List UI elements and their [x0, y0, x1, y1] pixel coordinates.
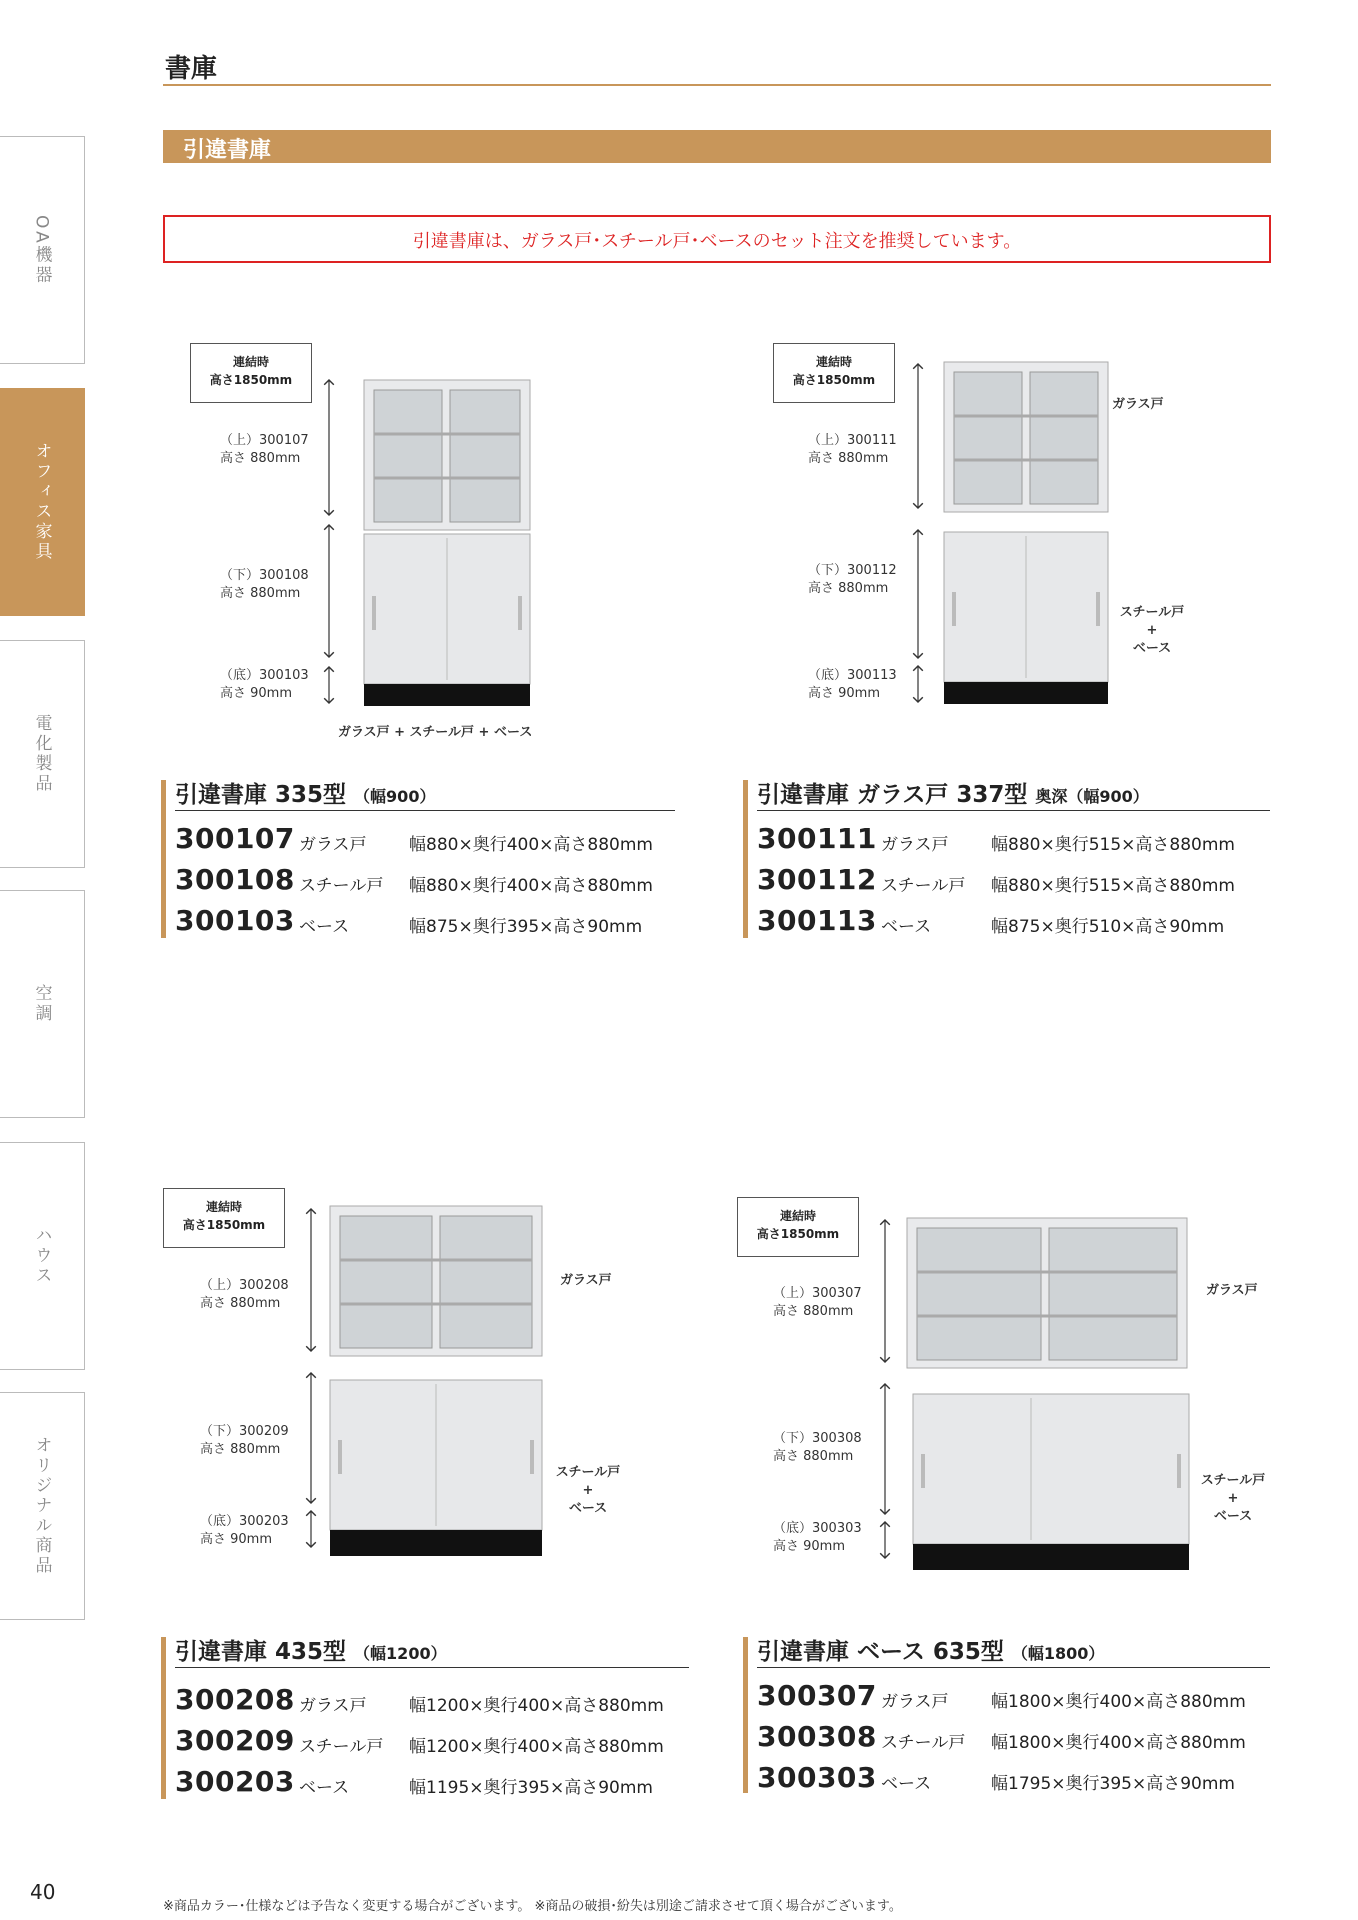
accent-bar — [743, 1637, 748, 1793]
title-rule — [163, 84, 1271, 86]
accent-bar — [161, 1637, 166, 1799]
product-code: 300307 — [757, 1679, 877, 1712]
product-width: （幅1800） — [1011, 1644, 1105, 1663]
product-kind: スチール戸 — [881, 876, 966, 896]
label-line: + — [1146, 623, 1158, 638]
tab-label: OA機器 — [31, 214, 52, 286]
product-name: 引違書庫 335型 — [175, 782, 347, 808]
product-kind: スチール戸 — [881, 1733, 966, 1753]
product-kind: スチール戸 — [299, 876, 384, 896]
product-dimensions: 幅880×奥行400×高さ880mm — [409, 876, 653, 896]
product-code: 300111 — [757, 822, 877, 855]
product-code: 300303 — [757, 1761, 877, 1794]
label-line: ベース — [1213, 1509, 1253, 1524]
base-part-label: （底）300103 高さ 90mm — [220, 668, 309, 701]
tab-label: オフィス家具 — [31, 442, 52, 562]
label-line: スチール戸 — [1119, 605, 1185, 620]
callout-line: 高さ1850mm — [792, 373, 876, 387]
product-title — [175, 776, 435, 809]
tab-original-products[interactable] — [0, 1392, 85, 1620]
table-row — [175, 822, 695, 862]
section-header — [163, 130, 1271, 163]
footnote: ※商品カラー･仕様などは予告なく変更する場合がございます。 ※商品の破損･紛失は別途ご請求させて頂く場合がございます。 — [163, 1899, 902, 1914]
section-title: 引違書庫 — [183, 138, 272, 163]
title-underline — [757, 1667, 1270, 1668]
title-underline — [757, 810, 1270, 811]
product-dimensions: 幅875×奥行510×高さ90mm — [991, 917, 1225, 937]
product-width: （幅900） — [354, 787, 436, 806]
table-row — [757, 822, 1277, 862]
title-underline — [175, 810, 675, 811]
label-line: + — [582, 1483, 594, 1498]
tab-office-furniture[interactable] — [0, 388, 85, 616]
table-row — [175, 1765, 695, 1805]
steel-door-base-label — [1193, 1472, 1273, 1526]
upper-part-label: （上）300107 高さ 880mm — [220, 433, 309, 466]
product-name: 引違書庫 ガラス戸 337型 — [757, 782, 1028, 808]
product-code: 300112 — [757, 863, 877, 896]
table-row — [757, 1720, 1277, 1760]
steel-door-base-label — [548, 1464, 628, 1518]
table-row — [757, 904, 1277, 944]
bookcase-image — [328, 1204, 546, 1564]
product-dimensions: 幅880×奥行400×高さ880mm — [409, 835, 653, 855]
upper-part-label: （上）300208 高さ 880mm — [200, 1278, 289, 1311]
base-part-label: （底）300303 高さ 90mm — [773, 1521, 862, 1554]
glass-door-label: ガラス戸 — [560, 1273, 612, 1288]
dimension-arrows — [318, 370, 340, 710]
callout-line: 連結時 — [815, 355, 852, 369]
height-callout — [163, 1188, 285, 1248]
bookcase-image — [362, 378, 532, 708]
tab-house[interactable] — [0, 1142, 85, 1370]
product-dimensions: 幅875×奥行395×高さ90mm — [409, 917, 643, 937]
lower-part-label: （下）300108 高さ 880mm — [220, 568, 309, 601]
lower-part-label: （下）300112 高さ 880mm — [808, 563, 897, 596]
product-code: 300208 — [175, 1683, 295, 1716]
tab-oa-equipment[interactable] — [0, 136, 85, 364]
product-kind: ガラス戸 — [881, 1692, 949, 1712]
product-title — [175, 1633, 447, 1666]
dimension-arrows — [907, 358, 929, 708]
tab-label: 電化製品 — [31, 714, 52, 794]
glass-door-label: ガラス戸 — [1206, 1283, 1258, 1298]
product-dimensions: 幅1795×奥行395×高さ90mm — [991, 1774, 1235, 1794]
bookcase-image — [942, 360, 1112, 710]
label-line: スチール戸 — [555, 1465, 621, 1480]
product-kind: ガラス戸 — [881, 835, 949, 855]
notice-text: 引違書庫は、ガラス戸･スチール戸･ベースのセット注文を推奨しています。 — [412, 231, 1022, 252]
base-part-label: （底）300113 高さ 90mm — [808, 668, 897, 701]
product-kind: スチール戸 — [299, 1737, 384, 1757]
product-code: 300203 — [175, 1765, 295, 1798]
table-row — [175, 904, 695, 944]
label-line: + — [1227, 1491, 1239, 1506]
base-part-label: （底）300203 高さ 90mm — [200, 1514, 289, 1547]
accent-bar — [743, 780, 748, 938]
table-row — [175, 1724, 695, 1764]
title-underline — [175, 1667, 689, 1668]
page-title: 書庫 — [165, 54, 218, 84]
product-code: 300108 — [175, 863, 295, 896]
product-code: 300107 — [175, 822, 295, 855]
callout-line: 高さ1850mm — [209, 373, 293, 387]
tab-electronics[interactable] — [0, 640, 85, 868]
product-kind: ベース — [299, 917, 350, 937]
product-code: 300308 — [757, 1720, 877, 1753]
product-name: 引違書庫 ベース 635型 — [757, 1639, 1004, 1665]
table-row — [757, 863, 1277, 903]
product-dimensions: 幅880×奥行515×高さ880mm — [991, 876, 1235, 896]
product-dimensions: 幅1800×奥行400×高さ880mm — [991, 1692, 1246, 1712]
height-callout — [773, 343, 895, 403]
product-dimensions: 幅1195×奥行395×高さ90mm — [409, 1778, 653, 1798]
tab-label: 空調 — [31, 984, 52, 1024]
lower-part-label: （下）300209 高さ 880mm — [200, 1424, 289, 1457]
lower-part-label: （下）300308 高さ 880mm — [773, 1431, 862, 1464]
product-kind: ガラス戸 — [299, 1696, 367, 1716]
product-dimensions: 幅1200×奥行400×高さ880mm — [409, 1737, 664, 1757]
table-row — [757, 1761, 1277, 1801]
upper-part-label: （上）300307 高さ 880mm — [773, 1286, 862, 1319]
label-line: ベース — [1132, 641, 1172, 656]
bookcase-image — [905, 1216, 1195, 1576]
glass-door-label: ガラス戸 — [1112, 397, 1164, 412]
product-title — [757, 776, 1149, 809]
label-line: スチール戸 — [1200, 1473, 1266, 1488]
product-title — [757, 1633, 1104, 1666]
product-kind: ベース — [299, 1778, 350, 1798]
callout-line: 高さ1850mm — [182, 1218, 266, 1232]
callout-line: 連結時 — [205, 1200, 242, 1214]
product-width: 奥深（幅900） — [1035, 787, 1149, 806]
label-line: ベース — [568, 1501, 608, 1516]
product-name: 引違書庫 435型 — [175, 1639, 347, 1665]
combination-caption: ガラス戸 + スチール戸 + ベース — [338, 725, 533, 740]
steel-door-base-label — [1112, 604, 1192, 658]
page-number: 40 — [30, 1880, 56, 1904]
tab-air-conditioning[interactable] — [0, 890, 85, 1118]
product-dimensions: 幅880×奥行515×高さ880mm — [991, 835, 1235, 855]
dimension-arrows — [874, 1214, 896, 1564]
dimension-arrows — [300, 1203, 322, 1553]
height-callout — [190, 343, 312, 403]
notice-box — [163, 215, 1271, 263]
tab-label: ハウス — [31, 1226, 52, 1286]
product-kind: ベース — [881, 1774, 932, 1794]
product-dimensions: 幅1200×奥行400×高さ880mm — [409, 1696, 664, 1716]
product-code: 300209 — [175, 1724, 295, 1757]
product-code: 300113 — [757, 904, 877, 937]
callout-line: 連結時 — [232, 355, 269, 369]
product-kind: ベース — [881, 917, 932, 937]
upper-part-label: （上）300111 高さ 880mm — [808, 433, 897, 466]
table-row — [175, 1683, 695, 1723]
callout-line: 高さ1850mm — [756, 1227, 840, 1241]
table-row — [757, 1679, 1277, 1719]
product-dimensions: 幅1800×奥行400×高さ880mm — [991, 1733, 1246, 1753]
tab-label: オリジナル商品 — [31, 1436, 52, 1576]
callout-line: 連結時 — [779, 1209, 816, 1223]
table-row — [175, 863, 695, 903]
accent-bar — [161, 780, 166, 938]
product-code: 300103 — [175, 904, 295, 937]
product-width: （幅1200） — [354, 1644, 447, 1663]
height-callout — [737, 1197, 859, 1257]
product-kind: ガラス戸 — [299, 835, 367, 855]
